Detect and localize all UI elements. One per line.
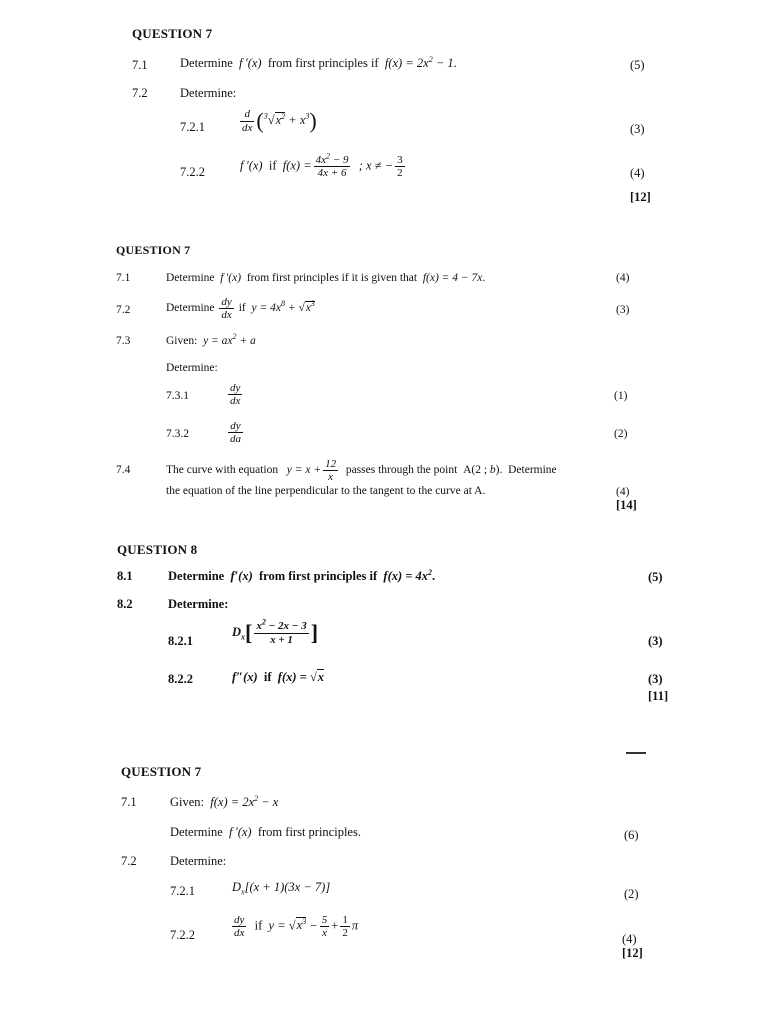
total-marks: [12] — [622, 946, 643, 960]
question-heading: QUESTION 7 — [132, 26, 213, 41]
marks: (4) — [622, 932, 637, 946]
math-expression: $D_x[(x + 1)(3x - 7)]$ — [232, 880, 331, 897]
total-marks: [11] — [648, 689, 669, 703]
marks: (5) — [648, 570, 663, 584]
marks: (4) — [616, 272, 630, 284]
question-text: Given: $y = ax^2 + a$ — [166, 332, 256, 347]
question-heading: QUESTION 7 — [121, 764, 202, 779]
question-text: Determine f ′(x) from first principles. — [170, 825, 361, 839]
question-text: Determine f ′(x) from first principles if $f(x) = 2x^2 - 1$. — [180, 54, 457, 70]
question-number: 7.2.1 — [180, 120, 205, 134]
question-number: 7.1 — [116, 272, 131, 284]
marks: (2) — [614, 428, 628, 440]
question-text: Determine f′(x) from first principles if $f(x) = 4x^2$. — [168, 567, 436, 583]
question-text: Determine $\frac{dy}{dx}$ if $y = 4x^8 + √x^3$ — [166, 296, 315, 322]
math-expression: $\frac{dy}{da}$ — [230, 420, 241, 446]
math-expression: f″(x) if f(x) = √x — [232, 670, 325, 684]
question-number: 7.4 — [116, 464, 131, 476]
marks: (4) — [616, 486, 630, 498]
marks: (3) — [616, 304, 630, 316]
question-number: 7.1 — [121, 795, 137, 809]
question-number: 8.2.1 — [168, 634, 193, 648]
question-text: Determine: — [180, 86, 237, 100]
question-text: Determine: — [166, 362, 218, 374]
question-heading: QUESTION 7 — [116, 243, 191, 257]
question-number: 8.2.2 — [168, 672, 193, 686]
marks: (3) — [630, 122, 645, 136]
question-number: 7.2 — [116, 304, 131, 316]
marks: (3) — [648, 634, 663, 648]
math-expression: $\frac{d}{dx}$ $(^3√x^2 + x^3)$ — [242, 108, 317, 134]
question-number: 7.2.1 — [170, 884, 195, 898]
math-expression: $D_x$[ $\frac{x^2 - 2x - 3}{x + 1}$ ] — [232, 617, 319, 646]
marks: (3) — [648, 672, 663, 686]
question-number: 7.3.2 — [166, 428, 189, 440]
total-marks: [12] — [630, 190, 651, 204]
question-number: 7.2.2 — [170, 928, 195, 942]
scan-artifact — [626, 752, 646, 754]
question-text: the equation of the line perpendicular to the tangent to the curve at A. — [166, 485, 486, 497]
question-number: 8.2 — [117, 597, 133, 611]
math-expression: $\frac{dy}{dx}$ — [230, 382, 241, 408]
question-number: 7.1 — [132, 58, 148, 72]
question-text: Determine: — [170, 854, 227, 868]
question-text: Given: $f(x) = 2x^2 - x$ — [170, 793, 279, 809]
question-number: 7.2 — [132, 86, 148, 100]
marks: (4) — [630, 166, 645, 180]
question-heading: QUESTION 8 — [117, 542, 198, 557]
question-number: 7.3.1 — [166, 390, 189, 402]
question-number: 8.1 — [117, 569, 133, 583]
question-number: 7.2.2 — [180, 165, 205, 179]
question-text: Determine f ′(x) from first principles if it is given that f(x) = 4 − 7x. — [166, 272, 486, 284]
math-expression: $\frac{dy}{dx}$ if $y = √x^3$ − $\frac{5}{x}$ + $\frac{1}{2}$ π — [234, 914, 359, 940]
question-number: 7.2 — [121, 854, 137, 868]
math-expression: f ′(x) if f(x) = $\frac{4x^2 - 9}{4x + 6}$ ; x ≠ − $\frac{3}{2}$ — [240, 151, 403, 180]
question-text: Determine: — [168, 597, 229, 611]
marks: (5) — [630, 58, 645, 72]
marks: (6) — [624, 828, 639, 842]
marks: (2) — [624, 887, 639, 901]
marks: (1) — [614, 390, 628, 402]
total-marks: [14] — [616, 498, 637, 512]
question-text: The curve with equation y = x + $\frac{12}{x}$ passes through the point A(2 ; b). Determine — [166, 458, 557, 484]
question-number: 7.3 — [116, 335, 131, 347]
